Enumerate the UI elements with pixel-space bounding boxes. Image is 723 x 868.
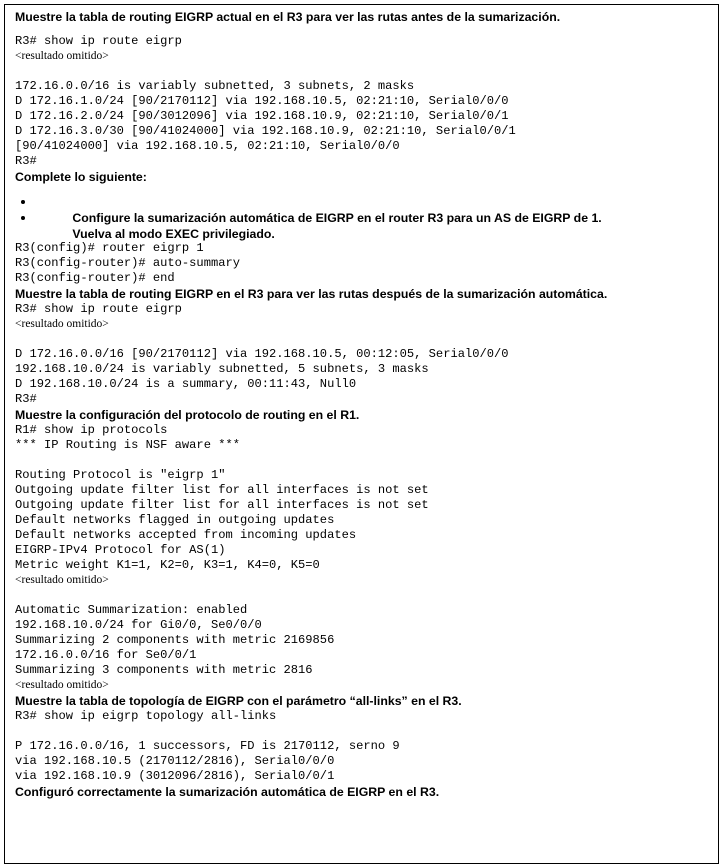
cli-line: Default networks flagged in outgoing updates: [15, 513, 335, 527]
cli-line: via 192.168.10.9 (3012096/2816), Serial0/0/1: [15, 769, 335, 783]
step-heading-success: Configuró correctamente la sumarización automática de EIGRP en el R3.: [15, 785, 440, 799]
bullet-icon: [21, 216, 25, 220]
cli-line: Outgoing update filter list for all interfaces is not set: [15, 483, 429, 497]
cli-line: via 192.168.10.5 (2170112/2816), Serial0/0/0: [15, 754, 335, 768]
instruction-item: Vuelva al modo EXEC privilegiado.: [15, 210, 712, 226]
cli-line: D 172.16.3.0/30 [90/41024000] via 192.168.10.9, 02:21:10, Serial0/0/1: [15, 124, 516, 138]
cli-line: R3# show ip route eigrp: [15, 302, 182, 316]
document-content: [15, 9, 712, 800]
cli-line: *** IP Routing is NSF aware ***: [15, 438, 240, 452]
cli-line: D 172.16.2.0/24 [90/3012096] via 192.168.10.9, 02:21:10, Serial0/0/1: [15, 109, 509, 123]
cli-line: R3(config-router)# end: [15, 271, 175, 285]
cli-line: 172.16.0.0/16 for Se0/0/1: [15, 648, 197, 662]
bullet-icon: [21, 200, 25, 204]
output-omitted-note: <resultado omitido>: [15, 50, 109, 62]
cli-line: 192.168.10.0/24 for Gi0/0, Se0/0/0: [15, 618, 262, 632]
step-heading-route-table-before: Muestre la tabla de routing EIGRP actual en el R3 para ver las rutas antes de la sumarización.: [15, 10, 561, 24]
cli-line: Summarizing 3 components with metric 2816: [15, 663, 313, 677]
step-heading-complete: Complete lo siguiente:: [15, 170, 147, 184]
cli-line: D 192.168.10.0/24 is a summary, 00:11:43, Null0: [15, 377, 357, 391]
cli-line: Outgoing update filter list for all interfaces is not set: [15, 498, 429, 512]
output-omitted-note: <resultado omitido>: [15, 574, 109, 586]
cli-line: Automatic Summarization: enabled: [15, 603, 248, 617]
cli-line: Default networks accepted from incoming updates: [15, 528, 357, 542]
cli-line: R3# show ip route eigrp: [15, 34, 182, 48]
cli-line: D 172.16.0.0/16 [90/2170112] via 192.168.10.5, 00:12:05, Serial0/0/0: [15, 347, 509, 361]
cli-line: EIGRP-IPv4 Protocol for AS(1): [15, 543, 226, 557]
cli-line: R3#: [15, 154, 37, 168]
output-omitted-note: <resultado omitido>: [15, 318, 109, 330]
cli-line: R3(config-router)# auto-summary: [15, 256, 240, 270]
cli-line: R3#: [15, 392, 37, 406]
step-heading-route-table-after: Muestre la tabla de routing EIGRP en el R3 para ver las rutas después de la sumarización automática.: [15, 287, 608, 301]
cli-line: R1# show ip protocols: [15, 423, 168, 437]
step-heading-protocols: Muestre la configuración del protocolo de routing en el R1.: [15, 408, 360, 422]
instruction-item: Configure la sumarización automática de EIGRP en el router R3 para un AS de EIGRP de 1.: [15, 194, 712, 210]
cli-line: R3# show ip eigrp topology all-links: [15, 709, 277, 723]
cli-line: Summarizing 2 components with metric 2169856: [15, 633, 335, 647]
cli-line: 192.168.10.0/24 is variably subnetted, 5 subnets, 3 masks: [15, 362, 429, 376]
cli-line: Routing Protocol is "eigrp 1": [15, 468, 226, 482]
cli-line: [90/41024000] via 192.168.10.5, 02:21:10, Serial0/0/0: [15, 139, 400, 153]
document-frame: [4, 4, 719, 864]
cli-line: D 172.16.1.0/24 [90/2170112] via 192.168.10.5, 02:21:10, Serial0/0/0: [15, 94, 509, 108]
instruction-list: [15, 194, 712, 241]
output-omitted-note: <resultado omitido>: [15, 679, 109, 691]
cli-line: R3(config)# router eigrp 1: [15, 241, 204, 255]
cli-line: Metric weight K1=1, K2=0, K3=1, K4=0, K5=0: [15, 558, 320, 572]
cli-line: 172.16.0.0/16 is variably subnetted, 3 subnets, 2 masks: [15, 79, 415, 93]
cli-line: P 172.16.0.0/16, 1 successors, FD is 2170112, serno 9: [15, 739, 400, 753]
step-heading-topology: Muestre la tabla de topología de EIGRP con el parámetro “all-links” en el R3.: [15, 694, 462, 708]
